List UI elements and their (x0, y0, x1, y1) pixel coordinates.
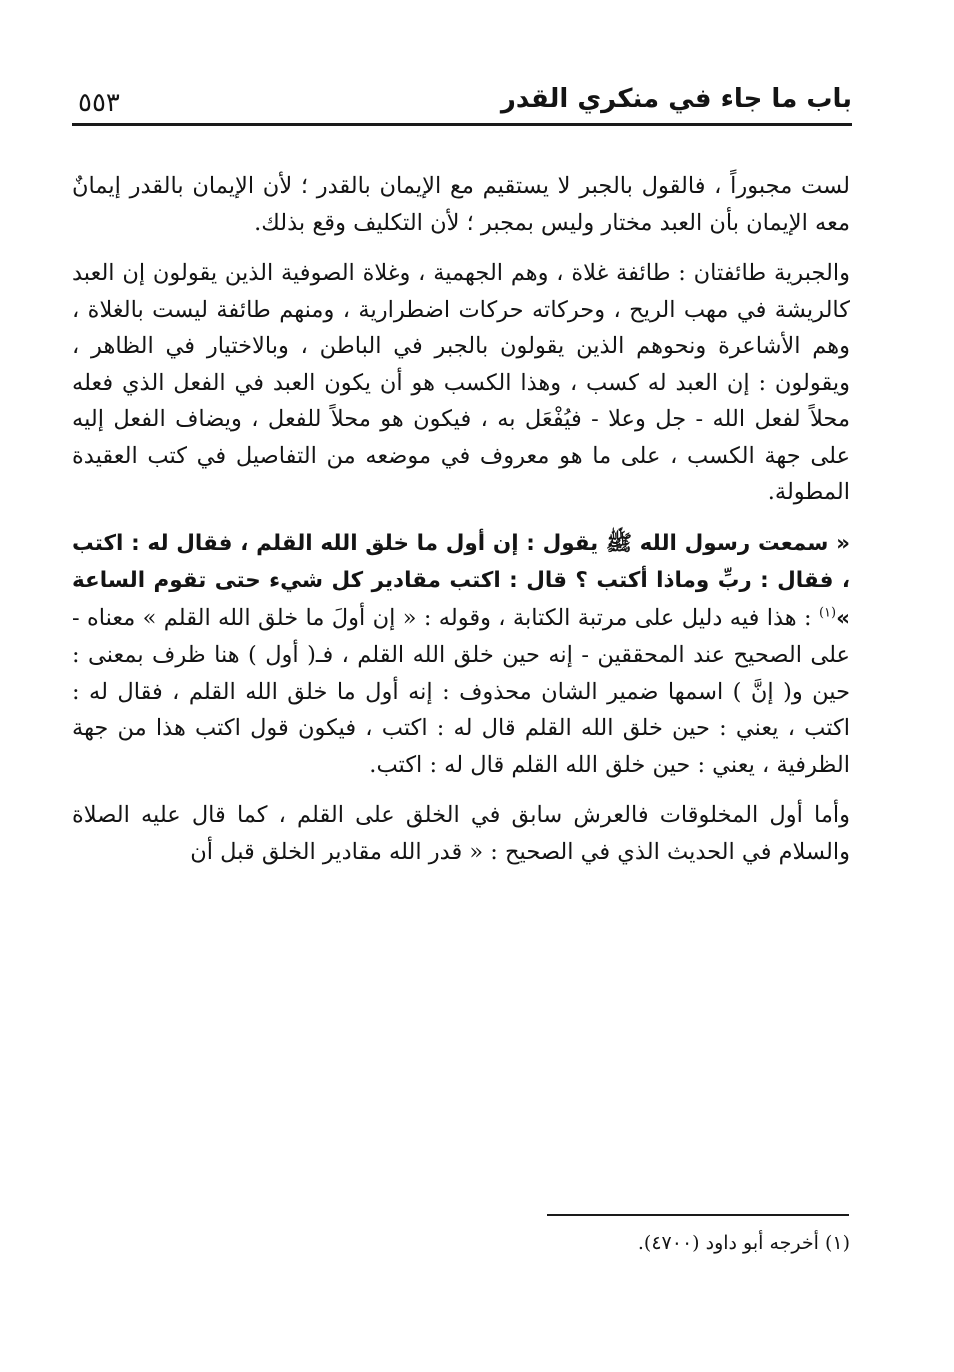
paragraph-2: والجبرية طائفتان : طائفة غلاة ، وهم الجهمية ، وغلاة الصوفية الذين يقولون إن العبد كالريشة في مهب الريح ، وحركاته حركات اضطرارية ، ومنهم طائفة ليست بالغلاة ، وهم الأشاعرة ونحوهم الذين يقولون بالجبر في الباطن ، وبالاختيار في الظاهر ، ويقولون : إن العبد له كسب ، وهذا الكسب هو أن يكون العبد في الفعل الذي فعله محلاً لفعل الله - جل وعلا - فيُفْعَل به ، فيكون هو محلاً للفعل ، ويضاف الفعل إليه على جهة الكسب ، على ما هو معروف في موضعه من التفاصيل في كتب العقيدة المطولة. (72, 260, 850, 505)
paragraph-4: وأما أول المخلوقات فالعرش سابق في الخلق على القلم ، كما قال عليه الصلاة والسلام في الحديث الذي في الصحيح : « قدر الله مقادير الخلق قبل أن (72, 802, 850, 865)
footnote-rule (547, 1214, 849, 1216)
page-number: ٥٥٣ (78, 88, 120, 118)
body-text (72, 168, 850, 870)
footnote-reference: (١) (818, 605, 837, 620)
hadith-quote: « سمعت رسول الله ﷺ يقول : إن أول ما خلق الله القلم ، فقال له : اكتب ، فقال : ربِّ وماذا أكتب ؟ قال : اكتب مقادير كل شيء حتى تقوم الساعة » (72, 530, 850, 631)
paragraph-3 (72, 525, 850, 784)
header-rule (72, 123, 852, 126)
footnote: (١) أخرجه أبو داود (٤٧٠٠). (637, 1232, 850, 1254)
running-title: باب ما جاء في منكري القدر (500, 84, 852, 114)
page-header (72, 78, 852, 124)
paragraph-3-text: : هذا فيه دليل على مرتبة الكتابة ، وقوله : « إن أولَ ما خلق الله القلم » معناه - على الصحيح عند المحققين - إنه حين خلق الله القلم ، فـ( أول ) هنا ظرف بمعنى : حين و( إنَّ ) اسمها ضمير الشان محذوف : إنه أول ما خلق الله القلم ، فقال له : اكتب ، يعني : حين خلق الله القلم قال له : اكتب ، فيكون قول اكتب هذا من جهة الظرفية ، يعني : حين خلق الله القلم قال له : اكتب. (72, 604, 850, 778)
paragraph-1: لست مجبوراً ، فالقول بالجبر لا يستقيم مع الإيمان بالقدر ؛ لأن الإيمان بالقدر إيمانٌ معه الإيمان بأن العبد مختار وليس بمجبر ؛ لأن التكليف وقع بذلك. (72, 173, 850, 236)
